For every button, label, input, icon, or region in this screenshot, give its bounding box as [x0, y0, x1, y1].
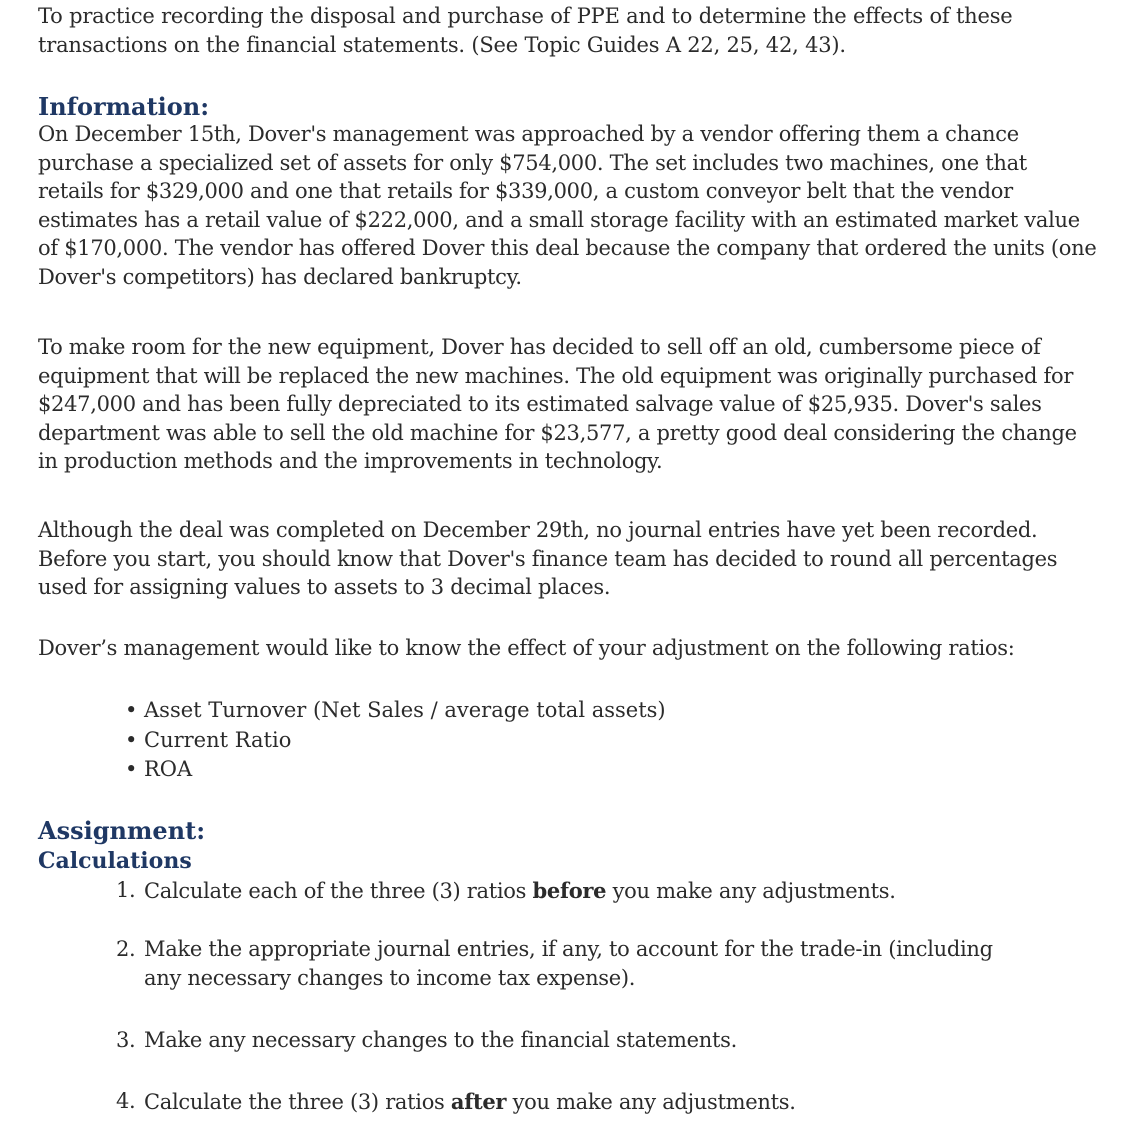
information-paragraph-2: To make room for the new equipment, Dover has decided to sell off an old, cumbersome piece of equipment that will be replaced the new machines. The old equipment was originally purchased for $247,000 and has been fully depreciated to its estimated salvage value of $25,935. Dover's sales department was able to sell the old machine for $23,577, a pretty good deal considering the change in production methods and the improvements in technology.: [38, 335, 1077, 473]
step-text: Make the appropriate journal entries, if any, to account for the trade-in (including any necessary changes to income tax expense).: [144, 937, 993, 990]
step-text-bold: before: [532, 878, 607, 903]
step-text-pre: Calculate the three (3) ratios: [144, 1090, 451, 1114]
step-number: 3.: [116, 1028, 136, 1052]
step-text-post: you make any adjustments.: [506, 1090, 796, 1114]
objective-text: [38, 2, 1098, 59]
step-number: 1.: [116, 878, 136, 902]
calculations-subheading: Calculations: [38, 848, 192, 874]
step-1: [116, 876, 1086, 906]
step-4: [116, 1087, 1086, 1117]
list-item: • Asset Turnover (Net Sales / average total assets): [122, 696, 666, 726]
step-text-pre: Calculate each of the three (3) ratios: [144, 879, 533, 903]
step-text-bold: after: [450, 1089, 507, 1114]
step-text: [144, 1087, 1086, 1117]
objective-line-1: To practice recording the disposal and purchase of PPE and to determine the effects of these: [38, 4, 1013, 28]
step-number: 2.: [116, 937, 136, 961]
information-heading: Information:: [38, 92, 210, 121]
step-number: 4.: [116, 1089, 136, 1113]
information-paragraph-3: Although the deal was completed on December 29th, no journal entries have yet been recorded. Before you start, you should know that Dover's finance team has decided to round all percentages used for assigning values to assets to 3 decimal places.: [38, 518, 1058, 599]
step-text: Make any necessary changes to the financial statements.: [144, 1028, 738, 1052]
information-paragraph-4: Dover’s management would like to know the effect of your adjustment on the following ratios:: [38, 636, 1015, 660]
assignment-heading: Assignment:: [38, 816, 206, 845]
step-2: [116, 935, 1016, 993]
objective-line-2: transactions on the financial statements. (See Topic Guides A 22, 25, 42, 43).: [38, 32, 846, 57]
list-item: • Current Ratio: [122, 726, 666, 756]
step-text-post: you make any adjustments.: [606, 879, 896, 903]
list-item: • ROA: [122, 755, 666, 785]
information-paragraph-1: On December 15th, Dover's management was approached by a vendor offering them a chance purchase a specialized set of assets for only $754,000. The set includes two machines, one that retails for $329,000 and one that retails for $339,000, a custom conveyor belt that the vendor estimates has a retail value of $222,000, and a small storage facility with an estimated market value of $170,000. The vendor has offered Dover this deal because the company that ordered the units (one Dover's competitors) has declared bankruptcy.: [38, 122, 1097, 289]
step-text: [144, 876, 1086, 906]
ratio-list: [122, 696, 666, 785]
step-3: [116, 1026, 1086, 1055]
